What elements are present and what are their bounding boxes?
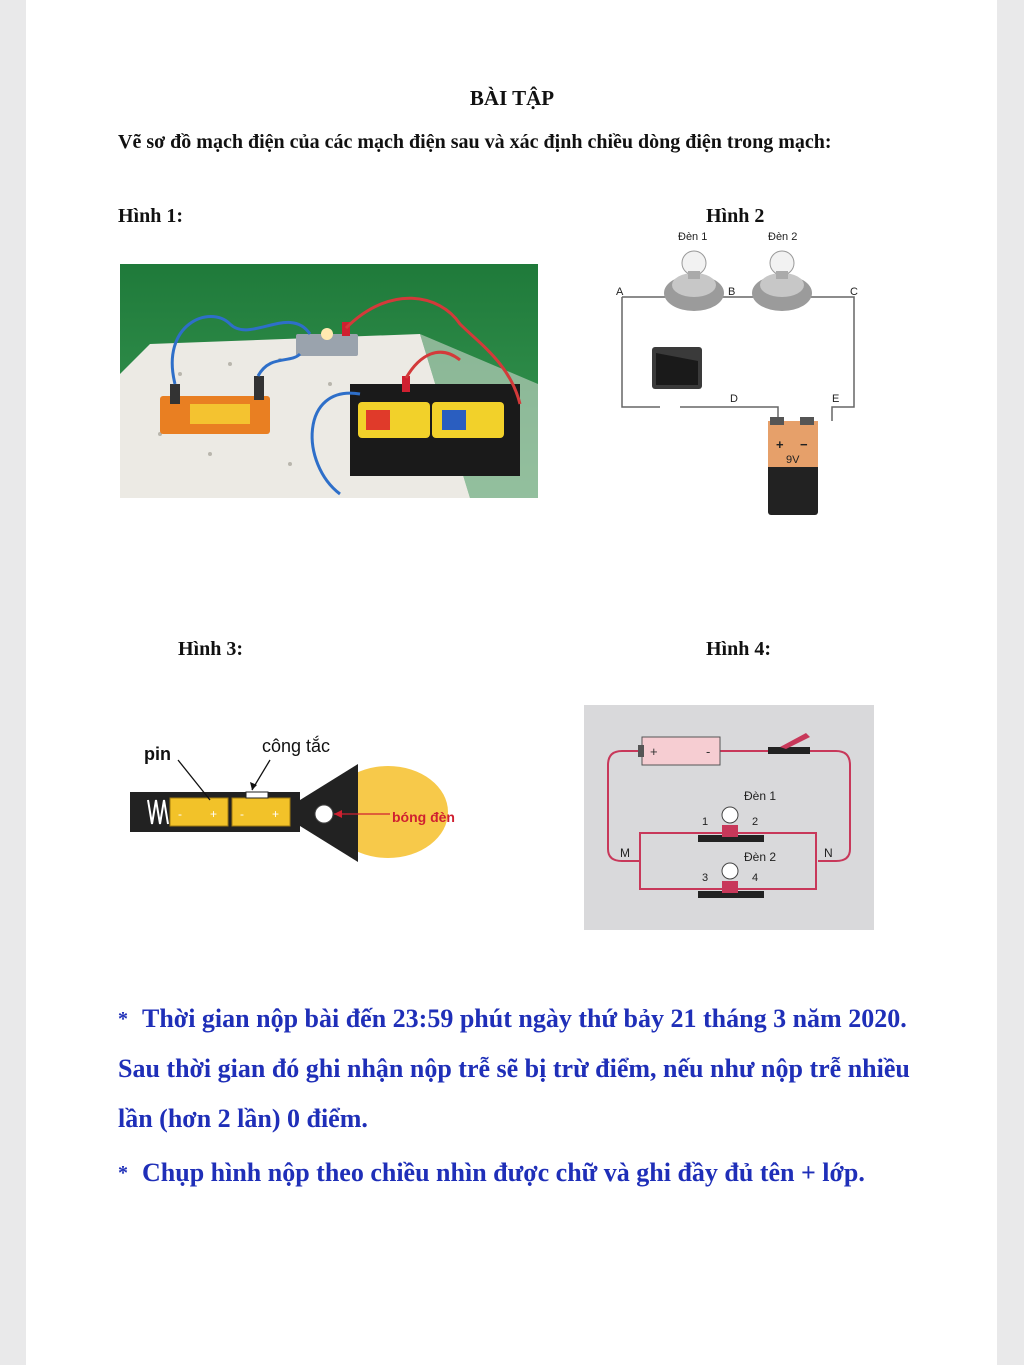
figure-1-label: Hình 1: bbox=[118, 205, 184, 227]
fig4-lamp2-label: Đèn 2 bbox=[744, 850, 777, 864]
lamp-1-icon bbox=[664, 251, 724, 311]
battery-9v-icon bbox=[768, 417, 818, 515]
submission-note-text: Chụp hình nộp theo chiều nhìn được chữ và ghi đầy đủ tên + lớp. bbox=[142, 1158, 865, 1187]
fig4-lamp1-label: Đèn 1 bbox=[744, 789, 777, 803]
figure-2-diagram bbox=[610, 225, 870, 520]
figure-4-label: Hình 4: bbox=[706, 638, 772, 660]
fig2-point-e: E bbox=[832, 393, 840, 405]
fig4-point-n: N bbox=[824, 846, 833, 860]
deadline-note-text: Thời gian nộp bài đến 23:59 phút ngày thứ bảy 21 tháng 3 năm 2020. Sau thời gian đó ghi nhận nộp trễ sẽ bị trừ điểm, nếu như nộp trễ nhiều lần (hơn 2 lần) 0 điểm. bbox=[118, 1004, 910, 1133]
fig2-battery-label: 9V bbox=[786, 454, 800, 466]
fig4-battery-minus: - bbox=[706, 744, 711, 759]
fig2-lamp2-label: Đèn 2 bbox=[768, 231, 798, 243]
fig3-switch-label: công tắc bbox=[262, 736, 331, 756]
fig3-cell2-minus: - bbox=[240, 807, 244, 821]
fig3-battery-label: pin bbox=[144, 744, 171, 764]
fig3-cell1-plus: + bbox=[210, 807, 218, 821]
note-bullet: * bbox=[118, 1162, 128, 1184]
deadline-note bbox=[118, 994, 918, 1144]
fig4-terminal-3: 3 bbox=[702, 872, 709, 884]
lamp-2-icon bbox=[752, 251, 812, 311]
submission-note bbox=[118, 1148, 918, 1198]
fig4-point-m: M bbox=[620, 846, 630, 860]
figure-3-label: Hình 3: bbox=[178, 638, 244, 660]
fig2-battery-plus: + bbox=[776, 437, 784, 452]
figure-4-diagram bbox=[584, 705, 874, 930]
fig2-point-c: C bbox=[850, 286, 858, 298]
fig4-terminal-1: 1 bbox=[702, 816, 709, 828]
fig2-point-d: D bbox=[730, 393, 738, 405]
page-title: BÀI TẬP bbox=[469, 86, 555, 110]
rocker-switch-icon bbox=[652, 347, 702, 389]
instruction-text: Vẽ sơ đồ mạch điện của các mạch điện sau và xác định chiều dòng điện trong mạch: bbox=[118, 131, 832, 153]
fig4-terminal-4: 4 bbox=[752, 872, 759, 884]
fig3-bulb-label: bóng đèn bbox=[392, 809, 455, 825]
fig4-terminal-2: 2 bbox=[752, 816, 759, 828]
fig2-point-b: B bbox=[728, 286, 736, 298]
fig4-battery-plus: + bbox=[650, 744, 658, 759]
note-bullet: * bbox=[118, 1008, 128, 1030]
fig3-cell2-plus: + bbox=[272, 807, 280, 821]
figure-2-label: Hình 2 bbox=[706, 205, 765, 227]
fig2-lamp1-label: Đèn 1 bbox=[678, 231, 708, 243]
fig2-battery-minus: − bbox=[800, 437, 808, 452]
fig2-point-a: A bbox=[616, 286, 624, 298]
figure-1-photo bbox=[120, 264, 538, 498]
figure-3-diagram bbox=[128, 730, 468, 870]
fig3-cell1-minus: - bbox=[178, 807, 182, 821]
